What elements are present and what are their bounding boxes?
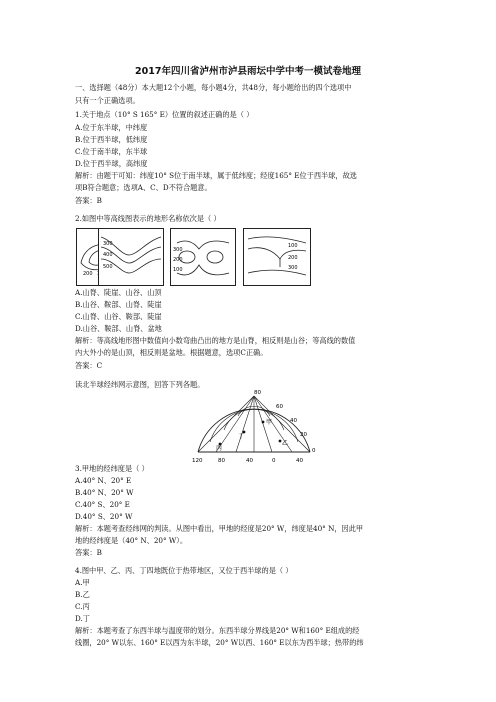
q1-stem: 1.关于地点（10° S 165° E）位置的叙述正确的是（ ） — [75, 110, 254, 119]
q4-option-d: D.丁 — [75, 614, 90, 623]
q3-option-b: B.40° N、20° W — [75, 488, 134, 497]
lat-label-40: 40 — [290, 418, 297, 424]
contour-label: 200 — [83, 271, 93, 277]
reading-prompt: 读北半球经纬网示意图，回答下列各题。 — [75, 380, 205, 389]
contour-label: 300 — [288, 265, 298, 271]
contour-label: 200 — [173, 257, 183, 263]
contour-label: 300 — [173, 247, 183, 253]
contour-map-3 — [170, 228, 236, 286]
lon-label-80: 80 — [218, 458, 225, 464]
q4-option-a: A.甲 — [75, 578, 90, 587]
point-ding-label: 丁 — [238, 433, 245, 440]
lon-label-40: 40 — [246, 458, 253, 464]
point-jia-label: 甲 — [266, 419, 273, 426]
q1-analysis-line-2: 项B符合题意；选项A、C、D不符合题意。 — [75, 183, 212, 192]
q2-analysis-line-2: 内大外小的是山顶，相反则是盆地。根据题意，选项C正确。 — [75, 348, 268, 357]
contour-label: 100 — [173, 267, 183, 273]
q3-option-a: A.40° N、20° E — [75, 476, 132, 485]
graticule-diagram — [186, 386, 316, 466]
q3-option-d: D.40° S、20° W — [75, 512, 133, 521]
section-intro-line-1: 一、选择题（48分）本大题12个小题，每小题4分，共48分，每小题给出的四个选项中 — [75, 83, 352, 92]
contour-label: 100 — [288, 243, 298, 249]
q2-option-a: A.山脊、陡崖、山谷、山顶 — [75, 288, 162, 297]
q2-option-b: B.山谷、鞍部、山脊、陡崖 — [75, 300, 162, 309]
q3-option-c: C.40° S、20° E — [75, 500, 130, 509]
lat-label-60: 60 — [276, 404, 283, 410]
contour-label: 400 — [103, 252, 113, 258]
q4-analysis-line-2: 线圈，20° W以东、160° E以西为东半球，20° W以西、160° E以东为西半球；热带的纬 — [75, 638, 364, 647]
q1-option-a: A.位于东半球，中纬度 — [75, 123, 148, 132]
q3-analysis-line-1: 解析：本题考查经纬网的判读。从图中看出，甲地的经度是20° W，纬度是40° N，因此甲 — [75, 524, 364, 533]
q2-option-d: D.山谷、鞍部、山脊、盆地 — [75, 324, 162, 333]
q1-analysis-line-1: 解析：由题干可知：纬度10° S位于南半球，属于低纬度；经度165° E位于西半球，故选 — [75, 171, 357, 180]
point-yi — [279, 440, 282, 443]
q1-option-b: B.位于西半球，低纬度 — [75, 135, 148, 144]
lat-label-80: 80 — [254, 390, 261, 396]
q2-answer: 答案：C — [75, 361, 103, 370]
q3-answer: 答案：B — [75, 548, 102, 557]
q4-option-b: B.乙 — [75, 590, 90, 599]
q1-option-d: D.位于西半球，高纬度 — [75, 159, 148, 168]
q3-analysis-line-2: 地的经纬度是（40° N、20° W）。 — [75, 536, 188, 545]
point-bing-label: 丙 — [216, 445, 223, 452]
section-intro-line-2: 只有一个正确选项。 — [75, 96, 140, 105]
q1-option-c: C.位于南半球，东半球 — [75, 147, 148, 156]
q2-analysis-line-1: 解析：等高线地形图中数值向小数弯曲凸出的地方是山脊，相反则是山谷；等高线的数值 — [75, 336, 356, 345]
q4-stem: 4.图中甲、乙、丙、丁四地既位于热带地区，又位于西半球的是（ ） — [75, 566, 293, 575]
contour-label: 300 — [103, 241, 113, 247]
point-yi-label: 乙 — [282, 440, 289, 447]
page-title: 2017年四川省泸州市泸县雨坛中学中考一模试卷地理 — [135, 66, 361, 77]
contour-map-2 — [98, 228, 164, 286]
lon-label-0: 0 — [272, 458, 276, 464]
q4-analysis-line-1: 解析：本题考查了东西半球与温度带的划分。东西半球分界线是20° W和160° E组成的经 — [75, 626, 360, 635]
q2-option-c: C.山脊、山谷、鞍部、陡崖 — [75, 312, 162, 321]
q1-answer: 答案：B — [75, 196, 102, 205]
q2-stem: 2.如图中等高线图表示的地形名称依次是（ ） — [75, 214, 221, 223]
lat-label-20: 20 — [300, 432, 307, 438]
lon-label-40e: 40 — [296, 458, 303, 464]
contour-label: 500 — [103, 264, 113, 270]
q3-stem: 3.甲地的经纬度是（ ） — [75, 464, 149, 473]
q4-option-c: C.丙 — [75, 602, 90, 611]
lat-label-0: 0 — [312, 448, 316, 454]
contour-map-4 — [243, 228, 311, 286]
point-jia — [262, 421, 265, 424]
lon-label-120: 120 — [192, 458, 203, 464]
contour-label: 200 — [288, 255, 298, 261]
